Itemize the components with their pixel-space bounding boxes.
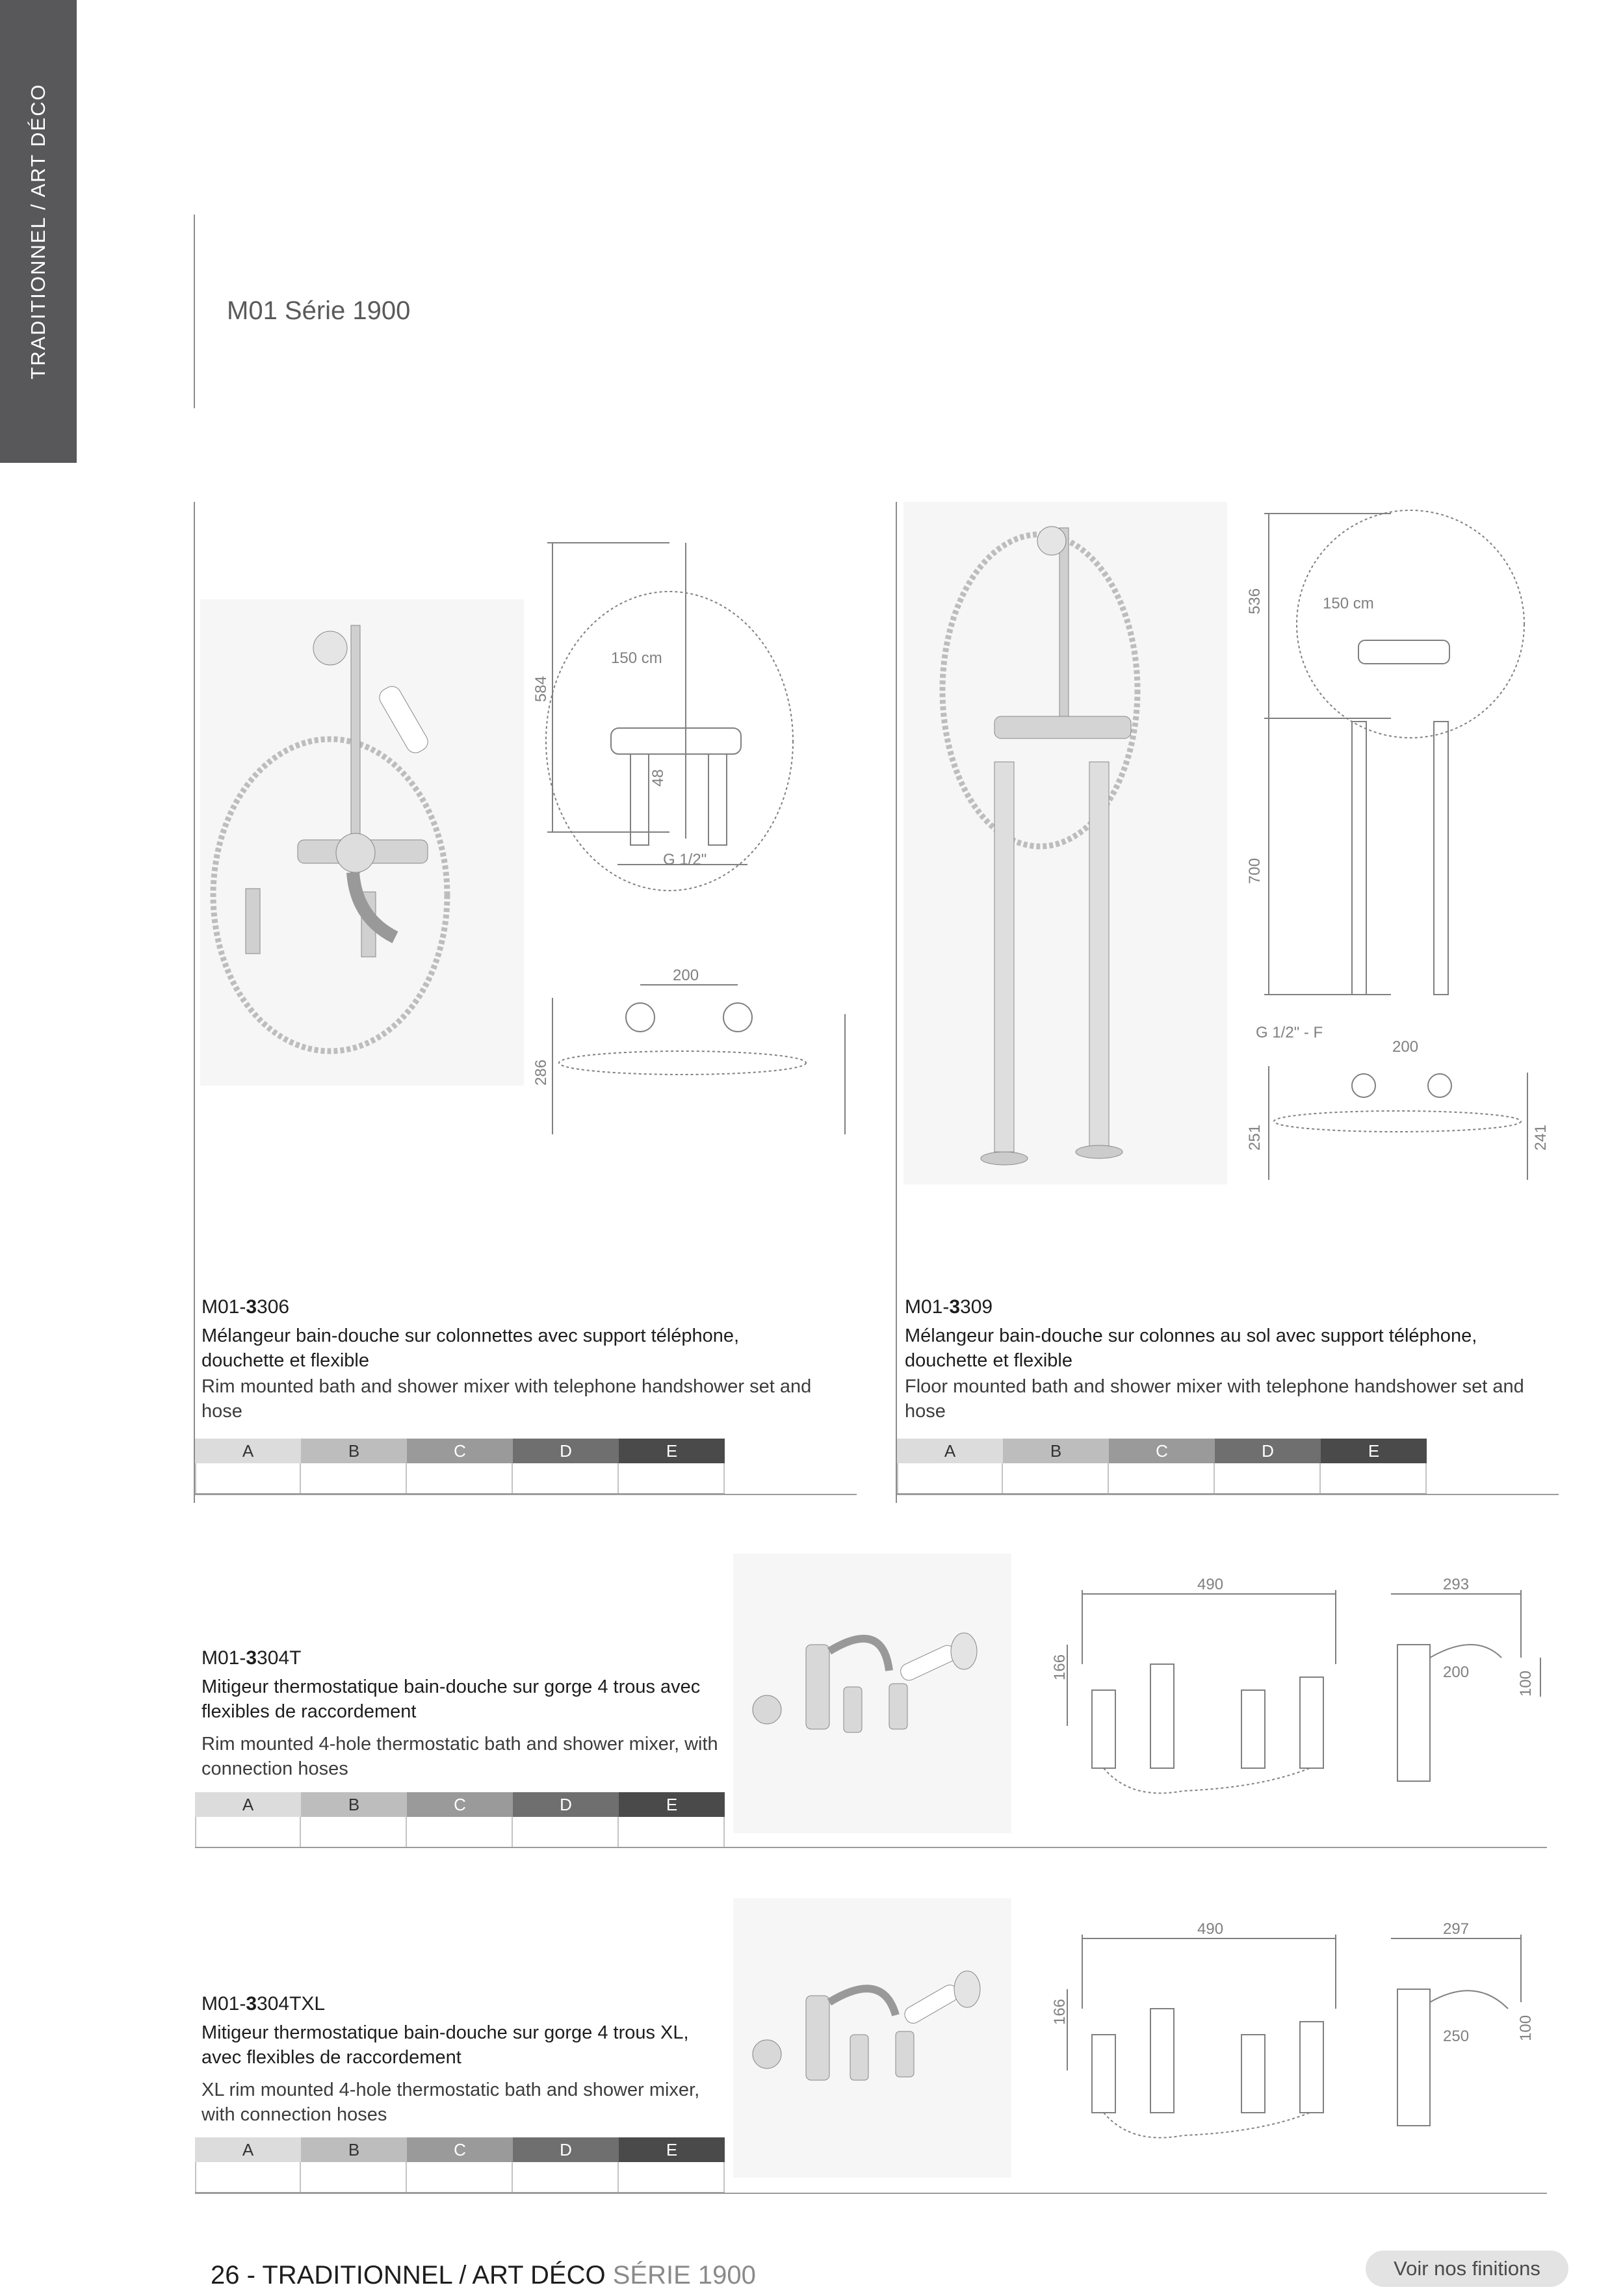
finish-b-check[interactable] (1003, 1463, 1109, 1493)
product-4-drawing (1053, 1911, 1534, 2184)
finish-c-check[interactable] (407, 1817, 513, 1847)
product-1-drawing (533, 533, 819, 1144)
finish-c-check[interactable] (1109, 1463, 1215, 1493)
finish-b[interactable]: B (1003, 1439, 1109, 1463)
footer-series: SÉRIE 1900 (612, 2261, 756, 2289)
product-2-ref: M01-3309 (905, 1296, 993, 1318)
finish-b-check[interactable] (301, 1463, 407, 1493)
finish-d[interactable]: D (513, 1439, 619, 1463)
finish-e[interactable]: E (619, 1792, 725, 1817)
finish-a-check[interactable] (195, 2162, 301, 2192)
finish-e[interactable]: E (619, 2137, 725, 2162)
finish-a[interactable]: A (195, 2137, 301, 2162)
dim-depth: 286 (532, 1059, 550, 1086)
product-3-photo (733, 1554, 1011, 1833)
dim-width: 490 (1197, 1920, 1224, 1938)
finish-d[interactable]: D (513, 1792, 619, 1817)
product-3-desc-en: Rim mounted 4-hole thermostatic bath and shower mixer, with connection hoses (201, 1734, 718, 1779)
product-2-divider (896, 502, 897, 1503)
finish-b[interactable]: B (301, 2137, 407, 2162)
finish-e-check[interactable] (619, 1463, 725, 1493)
dim-height: 166 (1051, 1998, 1069, 2025)
dim-center: 48 (649, 769, 667, 787)
product-4-photo (733, 1898, 1011, 2178)
finish-b-check[interactable] (301, 2162, 407, 2192)
finish-e-check[interactable] (619, 1817, 725, 1847)
dim-depth: 251 (1246, 1124, 1264, 1151)
finish-a-check[interactable] (195, 1463, 301, 1493)
dim-depth2: 241 (1532, 1124, 1550, 1151)
dim-hose: 150 cm (611, 649, 662, 667)
product-2-finish-table (897, 1439, 1427, 1494)
product-1-rule (195, 1494, 857, 1495)
finish-a[interactable]: A (195, 1439, 301, 1463)
finish-b[interactable]: B (301, 1792, 407, 1817)
finish-d-check[interactable] (1215, 1463, 1321, 1493)
dim-width: 200 (1392, 1038, 1419, 1056)
finish-c[interactable]: C (407, 1439, 513, 1463)
finish-e[interactable]: E (1321, 1439, 1427, 1463)
dim-side-w: 297 (1443, 1920, 1470, 1938)
footer-section: TRADITIONNEL / ART DÉCO (262, 2261, 606, 2289)
product-1-desc-fr: Mélangeur bain-douche sur colonnettes avec support téléphone, douchette et flexible (201, 1325, 740, 1371)
product-3-rule (195, 1847, 1547, 1848)
finish-a[interactable]: A (195, 1792, 301, 1817)
finish-c[interactable]: C (1109, 1439, 1215, 1463)
dim-side-h: 100 (1517, 2015, 1535, 2041)
dim-hose: 150 cm (1323, 595, 1374, 612)
series-title: M01 Série 1900 (227, 296, 411, 325)
product-4-ref: M01-3304TXL (201, 1993, 326, 2015)
product-2-rule (897, 1494, 1559, 1495)
product-3-drawing (1053, 1567, 1534, 1840)
side-tab-label: TRADITIONNEL / ART DÉCO (27, 83, 49, 380)
finish-c-check[interactable] (407, 2162, 513, 2192)
product-1-desc-en: Rim mounted bath and shower mixer with telephone handshower set and hose (201, 1376, 812, 1422)
finish-d[interactable]: D (1215, 1439, 1321, 1463)
dim-spout: 250 (1443, 2028, 1470, 2045)
product-2-photo (903, 502, 1227, 1184)
finish-c-check[interactable] (407, 1463, 513, 1493)
product-1-photo (200, 599, 524, 1086)
finish-d[interactable]: D (513, 2137, 619, 2162)
product-2-drawing (1241, 501, 1550, 1190)
product-2-desc-en: Floor mounted bath and shower mixer with telephone handshower set and hose (905, 1376, 1524, 1422)
dim-spout: 200 (1443, 1663, 1470, 1681)
product-1-ref: M01-3306 (201, 1296, 290, 1318)
product-4-rule (195, 2193, 1547, 2194)
dim-height: 166 (1051, 1654, 1069, 1680)
finish-a[interactable]: A (897, 1439, 1003, 1463)
finish-d-check[interactable] (513, 1817, 619, 1847)
product-3-finish-table (195, 1792, 725, 1848)
finish-e[interactable]: E (619, 1439, 725, 1463)
page-footer: 26 - TRADITIONNEL / ART DÉCO SÉRIE 1900 (211, 2261, 756, 2289)
dim-height-top: 536 (1246, 588, 1264, 614)
finish-a-check[interactable] (195, 1817, 301, 1847)
finish-e-check[interactable] (1321, 1463, 1427, 1493)
product-4-desc-fr: Mitigeur thermostatique bain-douche sur gorge 4 trous XL, avec flexibles de raccordement (201, 2022, 689, 2068)
dim-width: 200 (673, 967, 699, 984)
finish-d-check[interactable] (513, 2162, 619, 2192)
product-3-ref: M01-3304T (201, 1647, 302, 1669)
product-2-desc-fr: Mélangeur bain-douche sur colonnes au sol avec support téléphone, douchette et flexible (905, 1325, 1477, 1371)
dim-width: 490 (1197, 1576, 1224, 1593)
header-divider (194, 215, 195, 408)
finish-d-check[interactable] (513, 1463, 619, 1493)
finish-c[interactable]: C (407, 2137, 513, 2162)
product-4-desc-en: XL rim mounted 4-hole thermostatic bath and shower mixer, with connection hoses (201, 2080, 700, 2125)
finish-a-check[interactable] (897, 1463, 1003, 1493)
dim-side-h: 100 (1517, 1670, 1535, 1697)
finish-b-check[interactable] (301, 1817, 407, 1847)
finish-b[interactable]: B (301, 1439, 407, 1463)
dim-thread: G 1/2" (663, 851, 707, 868)
dim-side-w: 293 (1443, 1576, 1470, 1593)
product-3-desc-fr: Mitigeur thermostatique bain-douche sur gorge 4 trous avec flexibles de raccordement (201, 1676, 701, 1722)
page-number: 26 (211, 2261, 240, 2289)
finish-e-check[interactable] (619, 2162, 725, 2192)
product-1-divider (194, 502, 195, 1503)
dim-height-col: 700 (1246, 857, 1264, 884)
side-tab (0, 0, 77, 463)
product-4-finish-table (195, 2137, 725, 2193)
see-finishes-button[interactable]: Voir nos finitions (1366, 2250, 1568, 2287)
dim-height: 584 (532, 675, 550, 702)
product-1-finish-table (195, 1439, 725, 1494)
dim-thread: G 1/2" - F (1256, 1024, 1323, 1041)
finish-c[interactable]: C (407, 1792, 513, 1817)
